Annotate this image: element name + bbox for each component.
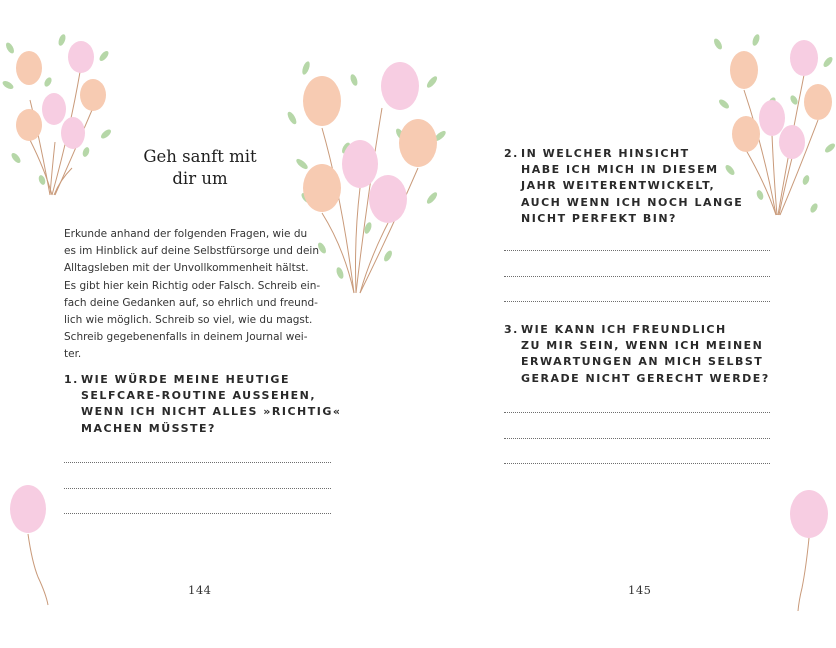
answer-line[interactable] [504,463,770,464]
question-line: IN WELCHER HINSICHT [521,147,690,160]
answer-line[interactable] [504,276,770,277]
answer-line[interactable] [504,250,770,251]
answer-line[interactable] [504,412,770,413]
question-line: SELFCARE-ROUTINE AUSSEHEN, [81,389,317,403]
intro-line: Es gibt hier kein Richtig oder Falsch. Schreib ein- [64,279,321,292]
question-line: HABE ICH MICH IN DIESEM [521,163,719,177]
question-line: WIE KANN ICH FREUNDLICH [521,323,727,336]
question-2 [504,146,743,227]
question-line: JAHR WEITERENTWICKELT, [521,179,716,193]
answer-lines-2[interactable] [504,250,770,327]
intro-line: fach deine Gedanken auf, so ehrlich und freund- [64,296,318,309]
question-1 [64,372,341,437]
question-line: ERWARTUNGEN AN MICH SELBST [521,355,764,369]
intro-line: es im Hinblick auf deine Selbstfürsorge und dein [64,245,319,258]
answer-line[interactable] [64,462,331,463]
question-number: 1. [64,373,79,386]
intro-line: Schreib gegebenenfalls in deinem Journal wei- [64,331,308,344]
answer-lines-3[interactable] [504,412,770,489]
balloon-cluster-top-left-icon [0,30,120,200]
answer-line[interactable] [64,513,331,514]
page-number-right: 145 [628,583,652,597]
question-line: MACHEN MÜSSTE? [81,421,216,435]
title-line: dir um [172,169,228,188]
question-line: NICHT PERFEKT BIN? [521,211,677,225]
answer-line[interactable] [504,438,770,439]
right-page [418,0,836,648]
answer-line[interactable] [64,488,331,489]
answer-line[interactable] [504,301,770,302]
page-title [120,146,280,190]
question-3 [504,322,770,387]
question-line: ZU MIR SEIN, WENN ICH MEINEN [521,339,764,353]
question-line: WIE WÜRDE MEINE HEUTIGE [81,373,290,386]
balloon-bottom-left-icon [4,482,54,607]
answer-lines-1[interactable] [64,462,331,539]
intro-line: lich wie möglich. Schreib so viel, wie du magst. [64,314,313,327]
question-line: GERADE NICHT GERECHT WERDE? [521,371,770,385]
intro-line: ter. [64,348,82,361]
intro-line: Alltagsleben mit der Unvollkommenheit hältst. [64,262,309,275]
balloon-bottom-right-icon [782,488,836,613]
intro-paragraph [64,226,336,364]
page-number-left: 144 [188,583,212,597]
question-number: 2. [504,147,519,160]
title-line: Geh sanft mit [143,147,257,166]
question-number: 3. [504,323,519,336]
question-line: WENN ICH NICHT ALLES »RICHTIG« [81,405,342,419]
intro-line: Erkunde anhand der folgenden Fragen, wie du [64,228,308,240]
question-line: AUCH WENN ICH NOCH LANGE [521,195,744,209]
